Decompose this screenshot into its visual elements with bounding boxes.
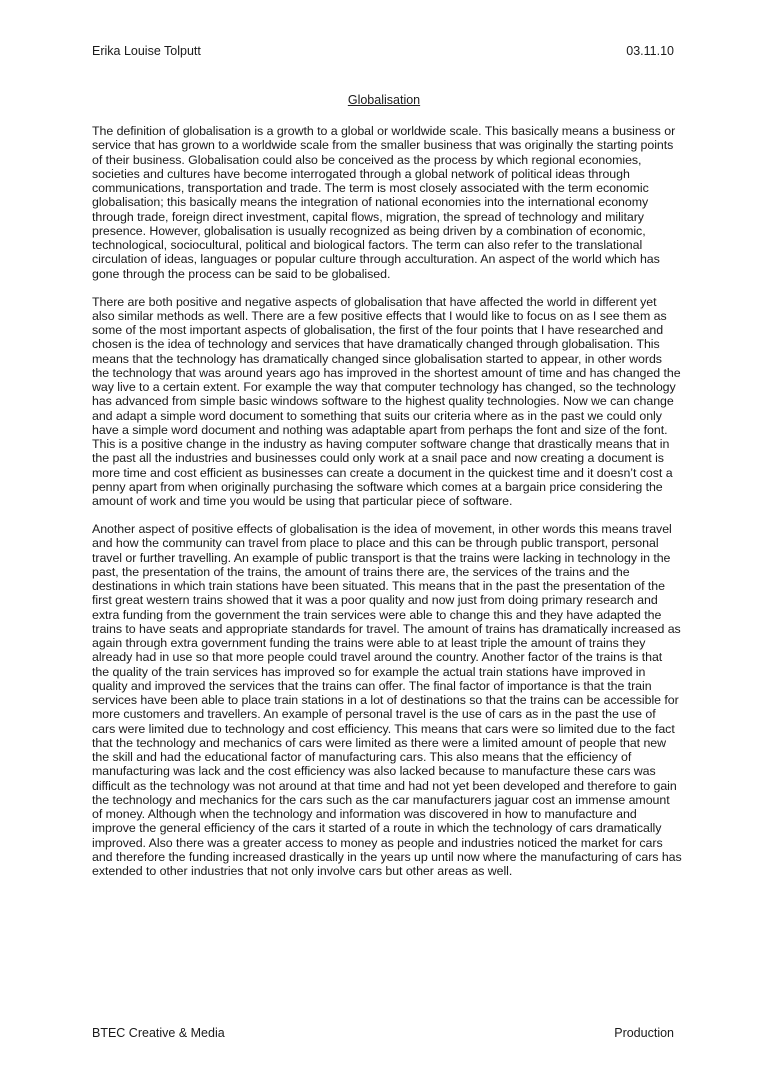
document-title: Globalisation	[347, 93, 421, 107]
paragraph: There are both positive and negative aspects of globalisation that have affected the world in different yet also similar methods as well. There are a few positive effects that I would like to focus on as I see them as some of the most important aspects of globalisation, the first of the four points that I have researched and chosen is the idea of technology and services that have dramatically changed through globalisation. This means that the technology has dramatically changed since globalisation started to appear, in other words the technology that was around years ago has improved in the shortest amount of time and has changed the way live to a certain extent. For example the way that computer technology has changed, so the technology has advanced from simple basic windows software to the highest quality technologies. Now we can change and adapt a simple word document to something that suits our criteria where as in the past we could only have a simple word document and nothing was adaptable apart from perhaps the font and size of the font. This is a positive change in the industry as having computer software change that drastically means that in the past all the industries and businesses could only work at a snail pace and now creating a document is more time and cost efficient as businesses can create a document in the quickest time and it doesn’t cost a penny apart from when originally purchasing the software which comes at a bargain price considering the amount of work and time you would be using that particular piece of software.	[92, 294, 681, 509]
document-body	[92, 124, 682, 892]
footer-unit: Production	[614, 1026, 674, 1040]
page-header	[92, 44, 674, 58]
page-footer	[92, 1026, 674, 1040]
paragraph: Another aspect of positive effects of globalisation is the idea of movement, in other words this means travel and how the community can travel from place to place and this can be through public transport, personal travel or further travelling. An example of public transport is that the trains were lacking in technology in the past, the presentation of the trains, the amount of trains there are, the services of the trains and the destinations in which train stations have been situated. This means that in the past the presentation of the first great western trains showed that it was a poor quality and now just from doing primary research and extra funding from the government the train services were able to change this and they have adapted the trains to have seats and appropriate standards for travel. The amount of trains has dramatically increased as again through extra government funding the trains were able to at least triple the amount of trains they already had in use so that more people could travel around the country. Another factor of the trains is that the quality of the train services has improved so for example the actual train stations have improved in quality and improved the services that the trains can offer. The final factor of importance is that the train services have been able to place train stations in a lot of destinations so that the trains can be accessible for more customers and travellers. An example of personal travel is the use of cars as in the past the use of cars were limited due to technology and cost efficiency. This means that cars were so limited due to the fact that the technology and mechanics of cars were limited as there were a limited amount of people that new the skill and had the educational factor of manufacturing cars. This also means that the efficiency of manufacturing was lack and the cost efficiency was also lacked because to manufacture these cars was difficult as the technology was not around at that time and had not yet been developed and therefore to gain the technology and mechanics for the cars such as the car manufacturers jaguar cost an immense amount of money. Although when the technology and information was discovered in how to manufacture and improve the general efficiency of the cars it started of a route in which the technology of cars dramatically improved. Also there was a greater access to money as people and industries noticed the market for cars and therefore the funding increased drastically in the years up until now where the manufacturing of cars has extended to other industries that not only involve cars but other areas as well.	[92, 522, 682, 879]
paragraph: The definition of globalisation is a growth to a global or worldwide scale. This basically means a business or service that has grown to a worldwide scale from the smaller business that was originally the starting points of their business. Globalisation could also be conceived as the process by which regional economies, societies and cultures have become interrogated through a global network of political ideas through communications, transportation and trade. The term is most closely associated with the term economic globalisation; this basically means the integration of national economies into the international economy through trade, foreign direct investment, capital flows, migration, the spread of technology and military presence. However, globalisation is usually recognized as being driven by a combination of economic, technological, sociocultural, political and biological factors. The term can also refer to the translational circulation of ideas, languages or popular culture through acculturation. An aspect of the world which has gone through the process can be said to be globalised.	[92, 124, 676, 281]
author-name: Erika Louise Tolputt	[92, 44, 201, 58]
footer-course: BTEC Creative & Media	[92, 1026, 225, 1040]
document-date: 03.11.10	[626, 44, 674, 58]
